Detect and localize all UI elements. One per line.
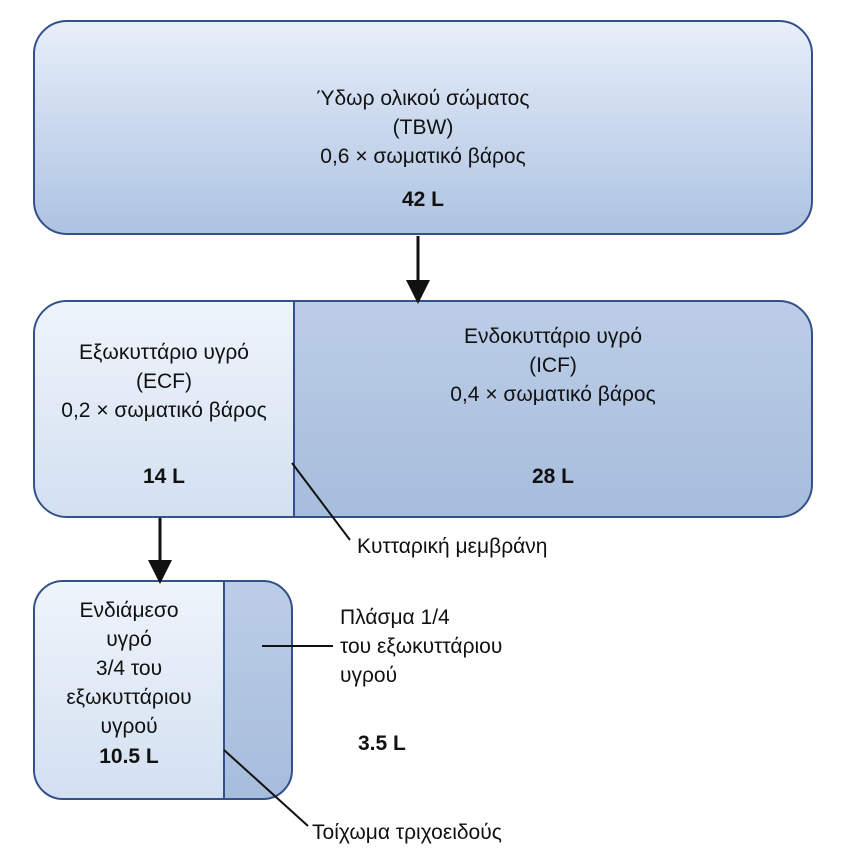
ecf-volume: 14 L <box>142 465 186 488</box>
icf-title: Ενδοκυττάριο υγρό <box>463 325 643 348</box>
interstitial-volume: 10.5 L <box>99 745 159 768</box>
capillary-wall-leader <box>224 750 308 826</box>
plasma-line-3: υγρού <box>340 664 398 687</box>
interstitial-line-4: εξωκυττάριου <box>66 686 192 709</box>
plasma-volume: 3.5 L <box>358 732 406 755</box>
icf-abbreviation: (ICF) <box>529 354 577 377</box>
cell-membrane-leader <box>292 463 350 540</box>
tbw-title: Ύδωρ ολικού σώματος <box>316 87 530 110</box>
ecf-formula: 0,2 × σωματικό βάρος <box>61 399 267 422</box>
tbw-abbreviation: (TBW) <box>392 116 454 139</box>
interstitial-line-1: Ενδιάμεσο <box>79 599 179 622</box>
plasma-line-2: του εξωκυττάριου <box>340 635 503 658</box>
icf-formula: 0,4 × σωματικό βάρος <box>450 383 656 406</box>
tbw-formula: 0,6 × σωματικό βάρος <box>320 145 526 168</box>
ecf-abbreviation: (ECF) <box>136 370 192 393</box>
plasma-line-1: Πλάσμα 1/4 <box>340 606 450 629</box>
tbw-volume: 42 L <box>401 188 445 211</box>
icf-volume: 28 L <box>531 465 575 488</box>
capillary-wall-label: Τοίχωμα τριχοειδούς <box>312 821 502 844</box>
interstitial-line-3: 3/4 του <box>95 657 163 680</box>
interstitial-line-2: υγρό <box>106 628 152 651</box>
interstitial-line-5: υγρού <box>100 715 158 738</box>
cell-membrane-label: Κυτταρική μεμβράνη <box>357 535 548 558</box>
ecf-title: Εξωκυττάριο υγρό <box>79 341 249 364</box>
